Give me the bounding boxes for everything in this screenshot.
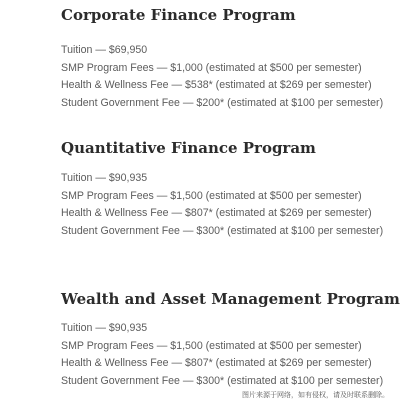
fee-smp-program: SMP Program Fees — $1,500 (estimated at $500 per semester) (61, 189, 362, 202)
program-title: Quantitative Finance Program (61, 139, 316, 157)
program-title: Corporate Finance Program (61, 6, 296, 24)
fee-health-wellness: Health & Wellness Fee — $538* (estimated at $269 per semester) (61, 79, 372, 92)
fee-student-government: Student Government Fee — $300* (estimated at $100 per semester) (61, 224, 384, 237)
fee-smp-program: SMP Program Fees — $1,500 (estimated at $500 per semester) (61, 339, 362, 352)
fee-tuition: Tuition — $90,935 (61, 322, 148, 334)
fee-health-wellness: Health & Wellness Fee — $807* (estimated at $269 per semester) (61, 357, 372, 370)
program-section-corporate-finance (61, 5, 399, 112)
fee-health-wellness: Health & Wellness Fee — $807* (estimated at $269 per semester) (61, 207, 372, 220)
fee-student-government: Student Government Fee — $300* (estimated at $100 per semester) (61, 374, 384, 387)
image-source-watermark: 图片来源于网络，如有侵权，请及时联系删除。 (242, 391, 389, 399)
fee-smp-program: SMP Program Fees — $1,000 (estimated at $500 per semester) (61, 61, 362, 74)
fee-tuition: Tuition — $69,950 (61, 44, 148, 56)
fee-tuition: Tuition — $90,935 (61, 172, 148, 184)
program-section-wealth-asset-management (61, 289, 399, 390)
fee-student-government: Student Government Fee — $200* (estimated at $100 per semester) (61, 96, 384, 109)
program-title: Wealth and Asset Management Program (61, 290, 400, 308)
fee-list (61, 320, 399, 390)
program-section-quantitative-finance (61, 138, 399, 240)
fee-list (61, 170, 399, 240)
fee-list (61, 42, 399, 112)
